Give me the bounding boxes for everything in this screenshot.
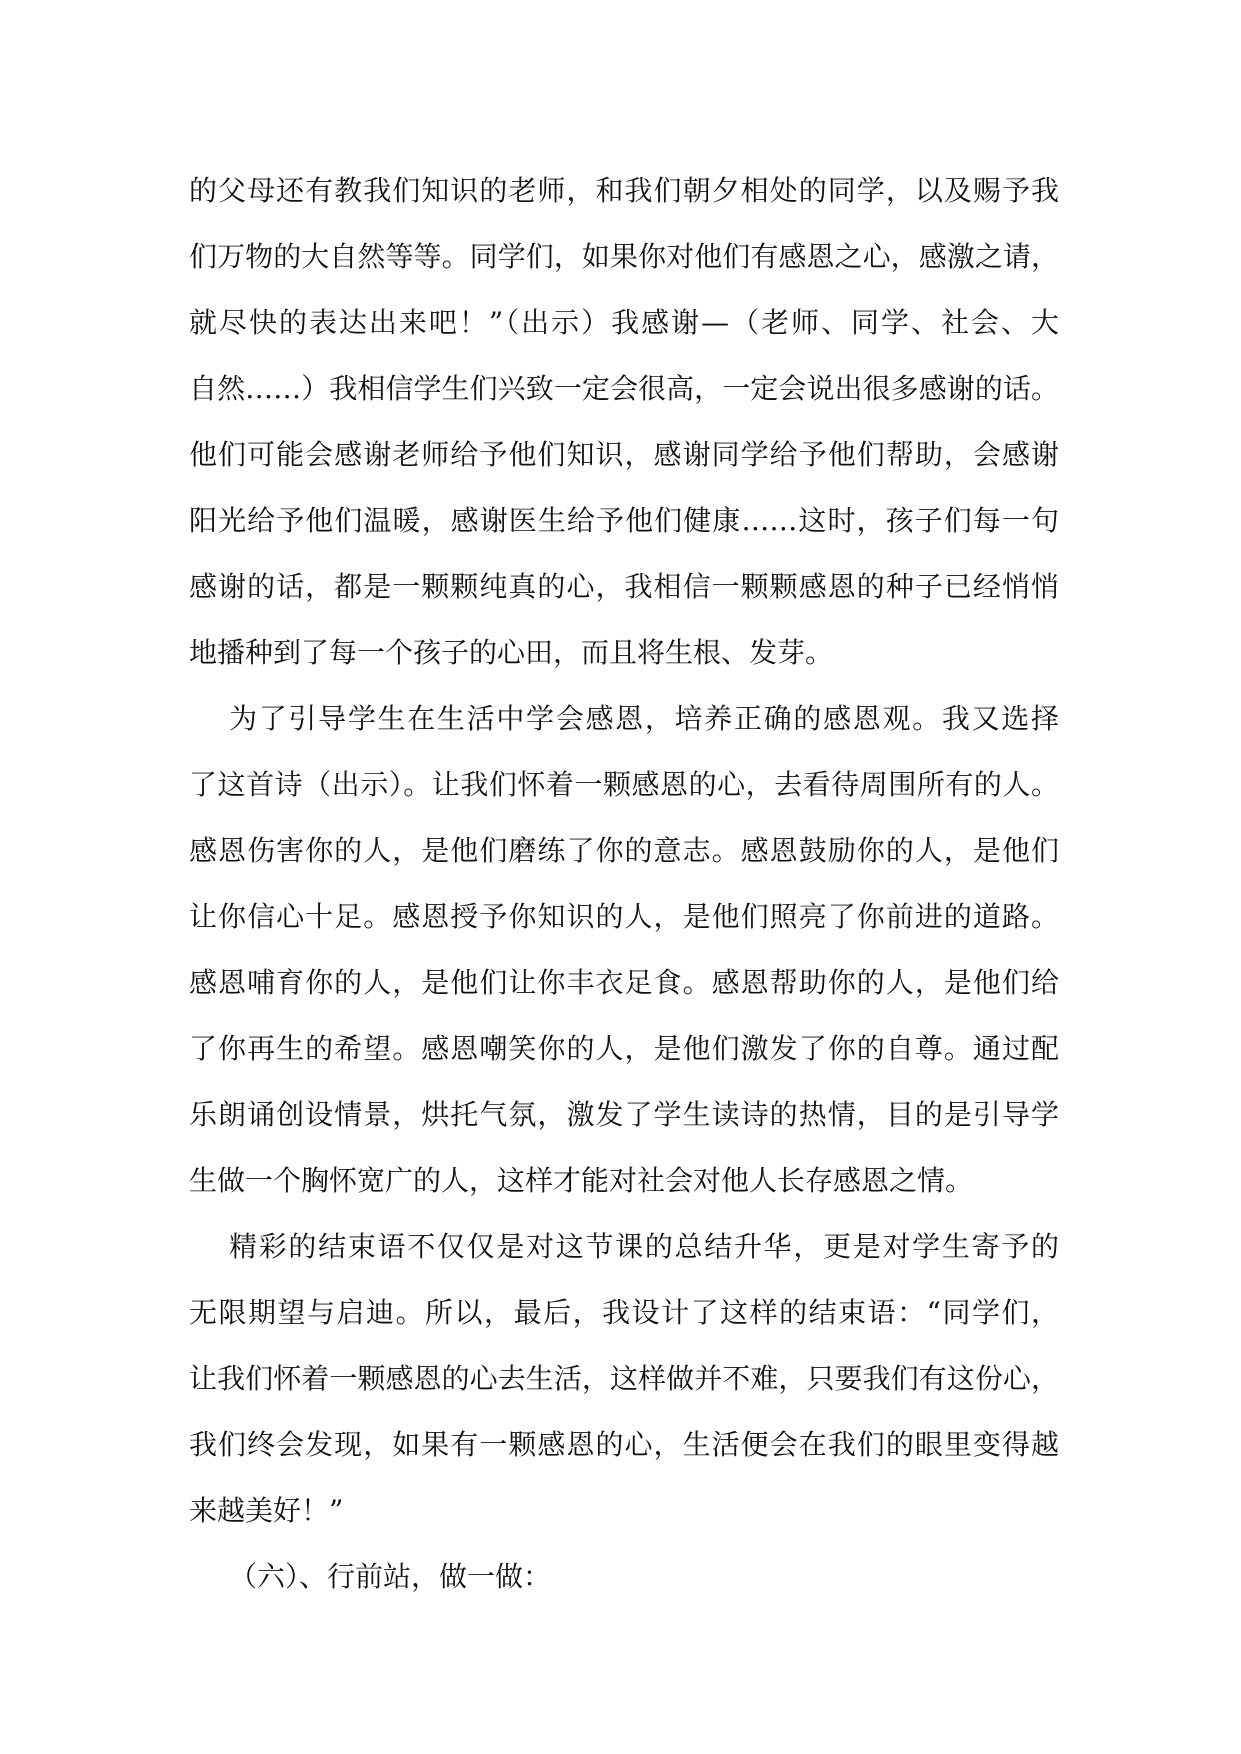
text-line: 了这首诗（出示）。让我们怀着一颗感恩的心，去看待周围所有的人。	[189, 768, 1059, 801]
text-line: 为了引导学生在生活中学会感恩，培养正确的感恩观。我又选择	[229, 702, 1059, 735]
text-line: 他们可能会感谢老师给予他们知识，感谢同学给予他们帮助，会感谢	[189, 438, 1059, 471]
text-line: 乐朗诵创设情景，烘托气氛，激发了学生读诗的热情，目的是引导学	[189, 1098, 1059, 1131]
paragraph-1	[189, 158, 1059, 686]
text-line: 的父母还有教我们知识的老师，和我们朝夕相处的同学，以及赐予我	[189, 174, 1059, 207]
text-line: 就尽快的表达出来吧！”（出示）我感谢—（老师、同学、社会、大	[189, 306, 1059, 339]
text-line: 来越美好！”	[189, 1494, 344, 1527]
text-line: 让你信心十足。感恩授予你知识的人，是他们照亮了你前进的道路。	[189, 900, 1059, 933]
text-line: 了你再生的希望。感恩嘲笑你的人，是他们激发了你的自尊。通过配	[189, 1032, 1059, 1065]
text-line: 们万物的大自然等等。同学们，如果你对他们有感恩之心，感激之请，	[189, 240, 1059, 273]
text-line: 让我们怀着一颗感恩的心去生活，这样做并不难，只要我们有这份心，	[189, 1362, 1059, 1395]
text-line: 感谢的话，都是一颗颗纯真的心，我相信一颗颗感恩的种子已经悄悄	[189, 570, 1059, 603]
text-line: 感恩伤害你的人，是他们磨练了你的意志。感恩鼓励你的人，是他们	[189, 834, 1059, 867]
text-line: 感恩哺育你的人，是他们让你丰衣足食。感恩帮助你的人，是他们给	[189, 966, 1059, 999]
text-line: 无限期望与启迪。所以，最后，我设计了这样的结束语：“同学们，	[189, 1296, 1059, 1329]
document-body	[189, 158, 1059, 1610]
text-line: 我们终会发现，如果有一颗感恩的心，生活便会在我们的眼里变得越	[189, 1428, 1059, 1461]
text-line: 精彩的结束语不仅仅是对这节课的总结升华，更是对学生寄予的	[229, 1230, 1059, 1263]
text-line: 自然……）我相信学生们兴致一定会很高，一定会说出很多感谢的话。	[189, 372, 1059, 405]
text-line: 生做一个胸怀宽广的人，这样才能对社会对他人长存感恩之情。	[189, 1164, 974, 1197]
paragraph-2	[189, 686, 1059, 1214]
text-line: 阳光给予他们温暖，感谢医生给予他们健康……这时，孩子们每一句	[189, 504, 1059, 537]
section-heading	[189, 1544, 1059, 1610]
text-line: 地播种到了每一个孩子的心田，而且将生根、发芽。	[189, 636, 834, 669]
text-line: （六）、行前站，做一做：	[229, 1560, 552, 1593]
paragraph-3	[189, 1214, 1059, 1544]
